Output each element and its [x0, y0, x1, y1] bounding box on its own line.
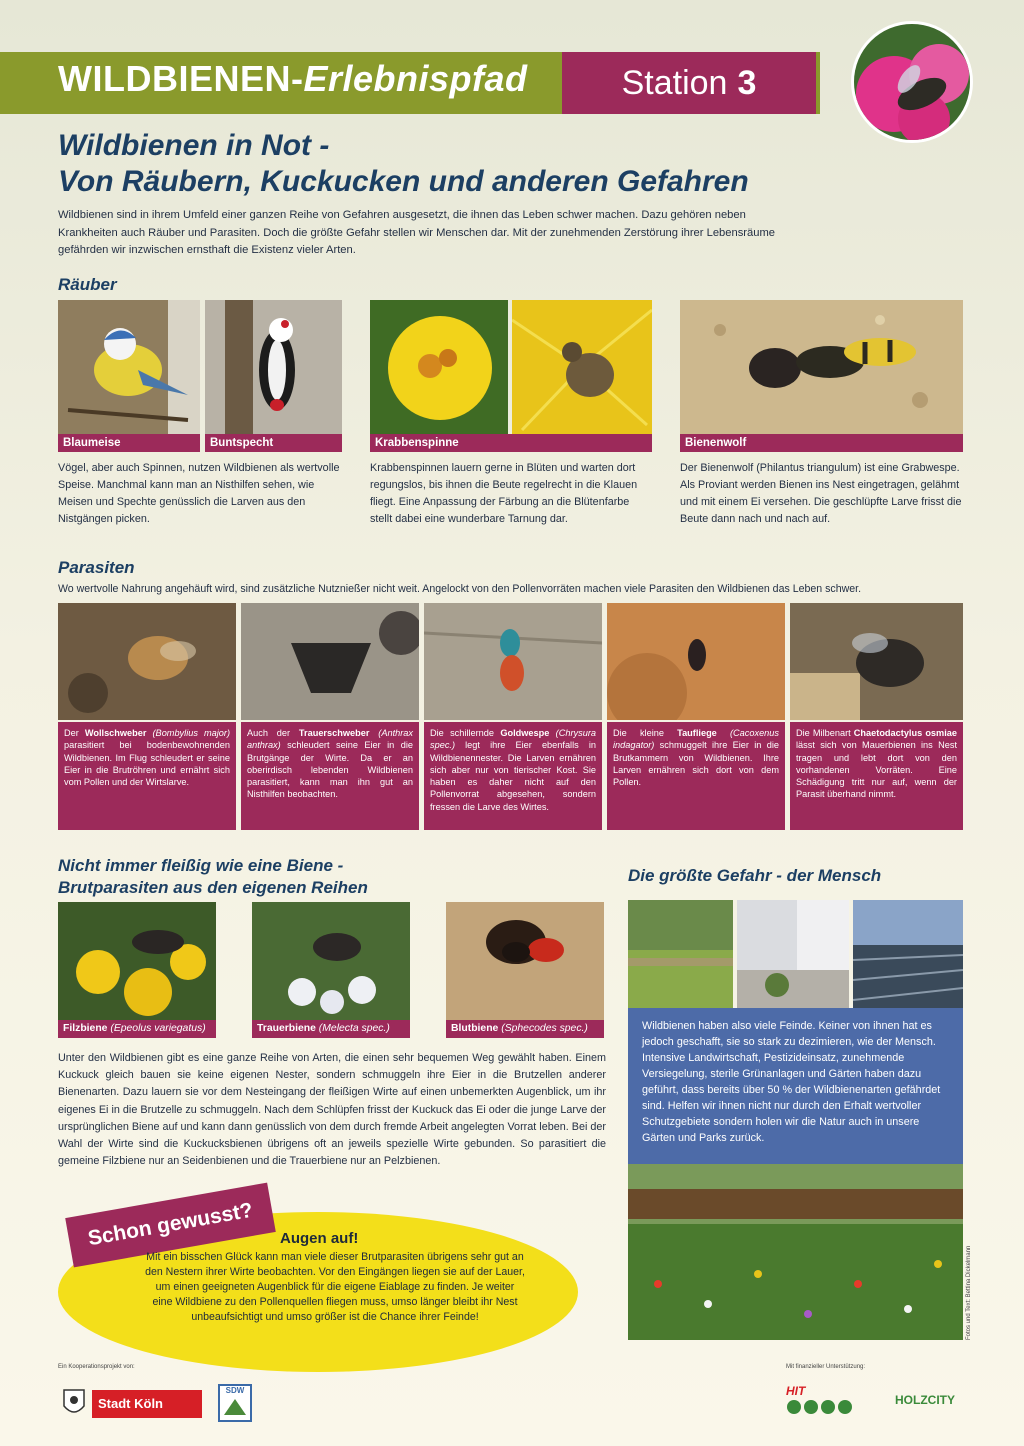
brutparasiten-text: Unter den Wildbienen gibt es eine ganze Reihe von Arten, die einen sehr bequemen Weg gewählt haben. Einem Kuckuck gleich bauen sie keine eigenen Nester, sondern schmuggeln ihre Eier in die Brutzellen anderer Bienenarten. Dazu lauern sie vor dem Nesteingang der fleißigen Wirte auf einen unbemerkten Augenblick, um ihr eigenes Ei in die Brutzelle zu schmuggeln. Nach dem Schlüpfen frisst der Kuckuck das Ei oder die junge Larve der ursprünglichen Biene auf und kann dann genüsslich von dem durch fremde Arbeit angelegten Vorrat leben. Bei der Wahl der Wirte sind die Kuckucksbienen übrigens oft an jeweils spezielle Wirte gebunden. So parasitiert die gemeine Filzbiene nur an Seidenbienen und die Trauerbiene nur an Pelzbienen.	[58, 1052, 606, 1168]
hit-logo: HIT	[786, 1384, 856, 1420]
section-heading-mensch: Die größte Gefahr - der Mensch	[628, 866, 882, 885]
section-heading-raeuber: Räuber	[58, 275, 117, 294]
parasiten-intro: Wo wertvolle Nahrung angehäuft wird, sind zusätzliche Nutznießer nicht weit. Angelockt von den Pollenvorräten machen viele Parasiten den Wildbienen das Leben schwer.	[58, 583, 862, 595]
caption-krabbenspinne: Krabbenspinne	[370, 434, 652, 452]
buntspecht-photo	[205, 300, 342, 434]
parasit-text-milbe: Die Milbenart Chaetodactylus osmiae lässt sich von Mauerbienen ins Nest tragen und lebt dort von den vorhandenen Vorräten. Eine Schädigung tritt nur auf, wenn der Parasit überhand nimmt.	[790, 722, 963, 830]
unterstuetzung-label: Mit finanzieller Unterstützung:	[786, 1364, 866, 1370]
caption-trauerbiene: Trauerbiene (Melecta spec.)	[252, 1020, 410, 1038]
section-heading-brutparasiten: Nicht immer fleißig wie eine Biene - Brutparasiten aus den eigenen Reihen	[58, 856, 368, 897]
augen-auf-title: Augen auf!	[280, 1230, 359, 1247]
goldwespe-photo	[424, 603, 602, 720]
trauerschweber-photo	[241, 603, 419, 720]
augen-auf-text: Mit ein bisschen Glück kann man viele dieser Brutparasiten übrigens sehr gut an den Nestern ihrer Wirte beobachten. Vor den Eingängen liegen sie auf der Lauer, um einen geeigneten Augenblick für die eigene Eiablage zu finden. Je weiter eine Wildbiene zu den Pollenquellen fliegen muss, umso länger bleibt ihr Nest unbeaufsichtigt und umso größer ist die Chance ihrer Feinde!	[145, 1251, 525, 1323]
intro-text: Wildbienen sind in ihrem Umfeld einer ganzen Reihe von Gefahren ausgesetzt, die ihnen das Leben schwer machen. Dazu gehören neben Krankheiten auch Räuber und Parasiten. Doch die größte Gefahr stellen wir Menschen dar. Mit der zunehmenden Zerstörung ihrer Lebensräume gefährden wir inzwischen ernsthaft die Existenz vieler Arten.	[58, 209, 776, 256]
sdw-logo: SDW	[218, 1384, 252, 1422]
blutbiene-photo	[446, 902, 604, 1020]
wildblumenwiese-photo	[628, 1164, 963, 1340]
caption-filzbiene: Filzbiene (Epeolus variegatus)	[58, 1020, 216, 1038]
raeuber-text-voegel: Vögel, aber auch Spinnen, nutzen Wildbienen als wertvolle Speise. Manchmal kann man an Nisthilfen sehen, wie Meisen und Spechte genüsslich die Larven aus den Nistgängen picken.	[58, 462, 340, 525]
station-badge: Station 3	[562, 52, 816, 114]
krabbenspinne-photo-2	[512, 300, 652, 434]
caption-buntspecht: Buntspecht	[205, 434, 342, 452]
page-title: Wildbienen in Not - Von Räubern, Kuckucken und anderen Gefahren	[58, 129, 749, 198]
schottergarten-photo	[737, 900, 849, 1008]
section-heading-parasiten: Parasiten	[58, 558, 135, 577]
solarpark-photo	[853, 900, 963, 1008]
brand-title: WILDBIENEN-Erlebnispfad	[58, 58, 528, 99]
blaumeise-photo	[58, 300, 200, 434]
mensch-text-box: Wildbienen haben also viele Feinde. Keiner von ihnen hat es jedoch geschafft, sie so stark zu dezimieren, wie der Mensch. Intensive Landwirtschaft, Pestizideinsatz, zunehmende Versiegelung, sterile Grünanlagen und Gärten haben dazu geführt, dass bereits über 50 % der Wildbienenarten gefährdet sind. Helfen wir ihnen nicht nur durch den Erhalt wertvoller Schutzgebiete sondern holen wir die Natur auch in unsere Gärten und Parks zurück.	[628, 1008, 963, 1164]
krabbenspinne-photo-1	[370, 300, 508, 434]
raeuber-text-bienenwolf: Der Bienenwolf (Philantus triangulum) ist eine Grabwespe. Als Proviant werden Bienen ins Nest eingetragen, gelähmt und mit einem Ei versehen. Die geschlüpfte Larve frisst die Beute dann nach und nach auf.	[680, 462, 962, 525]
stadt-koeln-logo: Stadt Köln	[92, 1390, 202, 1418]
bienenwolf-photo	[680, 300, 963, 434]
caption-blutbiene: Blutbiene (Sphecodes spec.)	[446, 1020, 604, 1038]
raeuber-text-krabbenspinne: Krabbenspinnen lauern gerne in Blüten und warten dort regungslos, bis ihnen die Beute regelrecht in die Klauen fliegt. Eine Anpassung der Färbung an die Blütenfarbe stellt dabei eine wunderbare Tarnung dar.	[370, 462, 638, 525]
photo-credit: Fotos und Text: Bettina Dickelmann	[966, 1245, 972, 1340]
kooperation-label: Ein Kooperationsprojekt von:	[58, 1364, 135, 1370]
holzcity-logo: HOLZCITY	[895, 1393, 955, 1407]
bee-on-flower-photo	[854, 24, 970, 140]
parasit-text-taufliege: Die kleine Taufliege (Cacoxenus indagator) schmuggelt ihre Eier in die Brutkammern von Wildbienen. Ihre Larven ernähren sich dort von dem Pollen.	[607, 722, 785, 830]
parasit-text-wollschweber: Der Wollschweber (Bombylius major) parasitiert bei bodenbewohnenden Wildbienen. Im Flug schleudert er seine Eier in die Brutröhren und ernährt sich vom Pollen und der Wirtslarve.	[58, 722, 236, 830]
chaetodactylus-photo	[790, 603, 963, 720]
parasit-text-trauerschweber: Auch der Trauerschweber (Anthrax anthrax) schleudert seine Eier in die Brutgänge der Wirte. Da er an oberirdisch lebenden Wildbienen parasitiert, kann man ihn gut an Nisthilfen beobachten.	[241, 722, 419, 830]
caption-blaumeise: Blaumeise	[58, 434, 200, 452]
landwirtschaft-photo	[628, 900, 733, 1008]
trauerbiene-photo	[252, 902, 410, 1020]
caption-bienenwolf: Bienenwolf	[680, 434, 963, 452]
wappen-logo	[62, 1388, 86, 1418]
wollschweber-photo	[58, 603, 236, 720]
schon-gewusst-badge: Schon gewusst?	[65, 1183, 276, 1268]
filzbiene-photo	[58, 902, 216, 1020]
taufliege-photo	[607, 603, 785, 720]
parasit-text-goldwespe: Die schillernde Goldwespe (Chrysura spec.) legt ihre Eier ebenfalls in Wildbienennester. Die Larven ernähren sich aber nur von tierischer Kost. Sie haben es daher nicht auf den Pollenvorrat abgesehen, sondern fressen die Larve des Wirtes.	[424, 722, 602, 830]
